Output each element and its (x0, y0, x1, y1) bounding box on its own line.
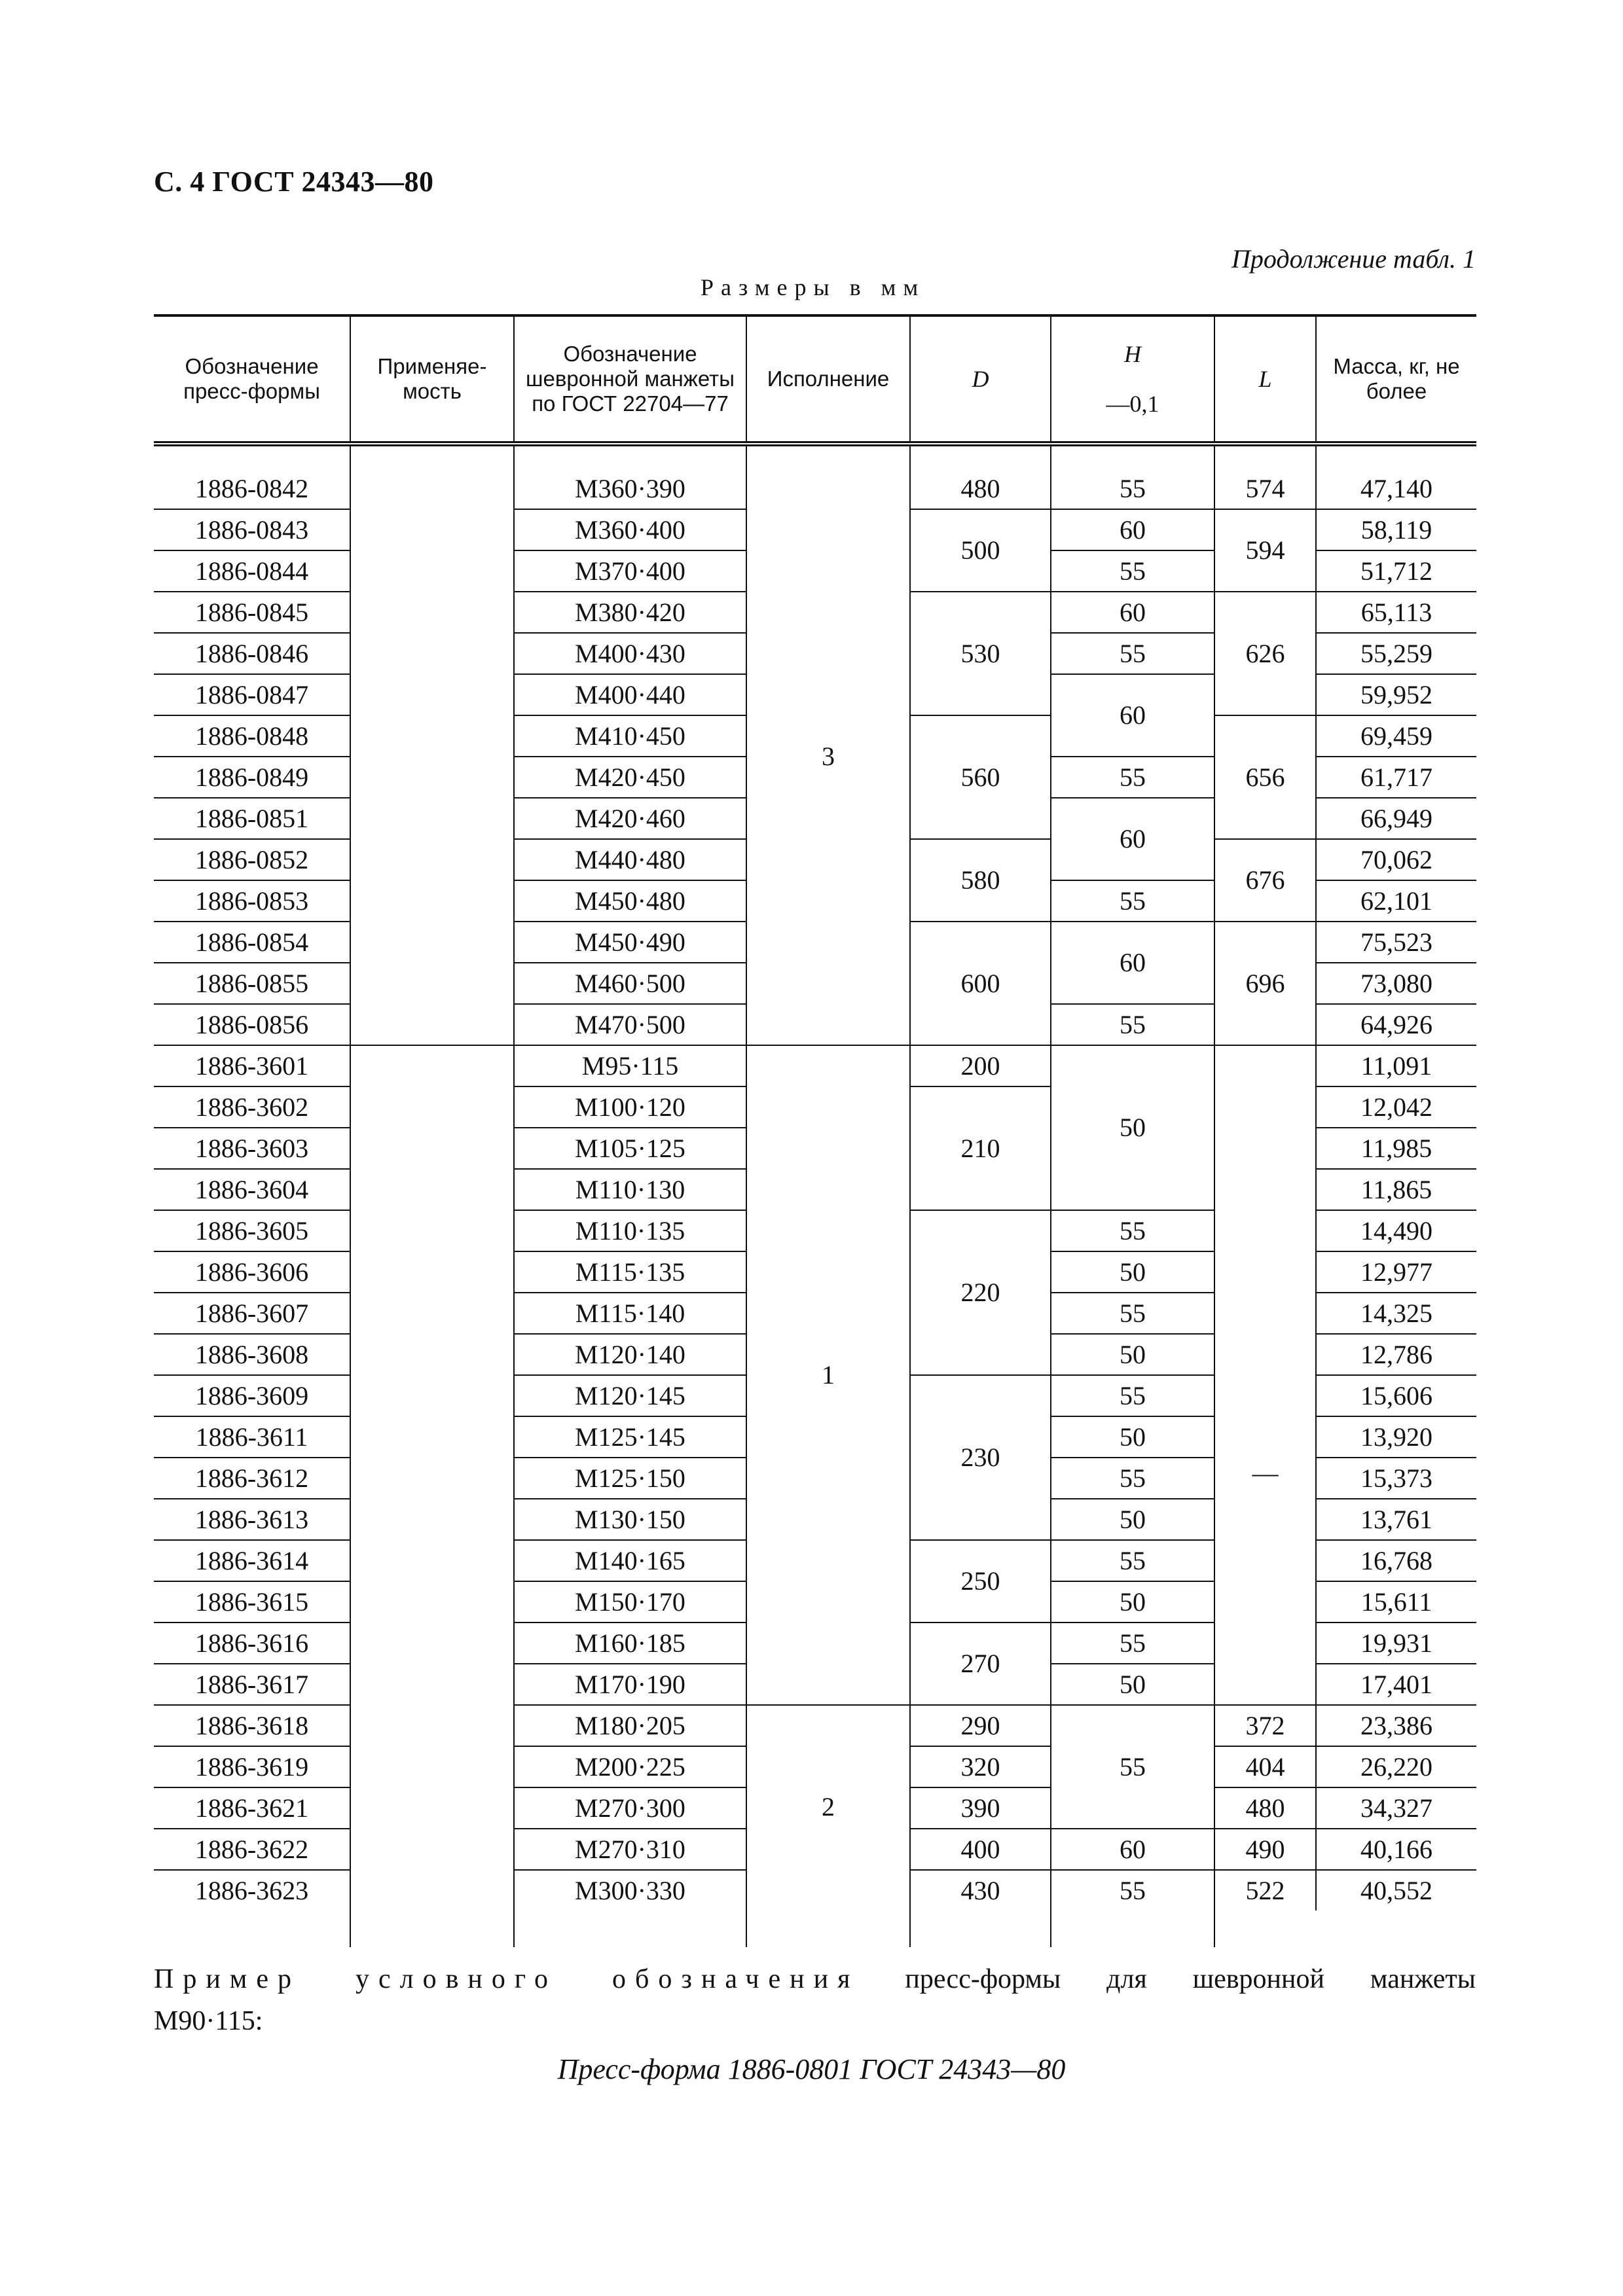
cell-cuff: М110·130 (514, 1169, 746, 1210)
table-row (154, 1045, 1476, 1086)
col-header-d: D (910, 315, 1051, 444)
cell-designation: 1886-3623 (154, 1870, 350, 1910)
example-formula: Пресс-форма 1886-0801 ГОСТ 24343—80 (557, 2053, 1066, 2085)
cell-mass: 69,459 (1316, 715, 1476, 757)
cell-mass: 61,717 (1316, 757, 1476, 798)
cell-d: 560 (910, 715, 1051, 839)
cell-designation: 1886-3614 (154, 1540, 350, 1581)
cell-designation: 1886-3618 (154, 1705, 350, 1746)
cell-mass: 70,062 (1316, 839, 1476, 880)
cell-cuff: М370·400 (514, 550, 746, 592)
cell-h: 55 (1051, 757, 1214, 798)
cell-l: 594 (1214, 509, 1316, 592)
col-header-designation: Обозначение пресс-формы (154, 315, 350, 444)
cell-cuff: М160·185 (514, 1623, 746, 1664)
cell-h: 55 (1051, 1004, 1214, 1045)
cell-cuff: М440·480 (514, 839, 746, 880)
cell-mass: 40,166 (1316, 1829, 1476, 1870)
cell-d: 400 (910, 1829, 1051, 1870)
cell-d: 290 (910, 1705, 1051, 1746)
cell-cuff: М270·300 (514, 1787, 746, 1829)
cell-h: 55 (1051, 633, 1214, 674)
cell-mass: 65,113 (1316, 592, 1476, 633)
cell-applicability (350, 1045, 514, 1910)
cell-cuff: М125·145 (514, 1416, 746, 1458)
table-continuation-label: Продолжение табл. 1 (1231, 244, 1476, 274)
cell-applicability (350, 469, 514, 1045)
cell-h: 55 (1051, 1458, 1214, 1499)
cell-designation: 1886-0845 (154, 592, 350, 633)
cell-d: 530 (910, 592, 1051, 715)
cell-designation: 1886-0848 (154, 715, 350, 757)
example-paragraph (154, 1964, 1476, 1995)
cell-l: — (1214, 1045, 1316, 1705)
cell-l: 676 (1214, 839, 1316, 922)
cell-cuff: М300·330 (514, 1870, 746, 1910)
cell-designation: 1886-3603 (154, 1128, 350, 1169)
cell-h: 55 (1051, 1210, 1214, 1251)
cell-h: 50 (1051, 1045, 1214, 1210)
cell-designation: 1886-0853 (154, 880, 350, 922)
cell-cuff: М420·460 (514, 798, 746, 839)
cell-mass: 19,931 (1316, 1623, 1476, 1664)
cell-designation: 1886-3611 (154, 1416, 350, 1458)
cell-h: 60 (1051, 1829, 1214, 1870)
cell-designation: 1886-0854 (154, 922, 350, 963)
dimensions-table (154, 314, 1476, 1947)
cell-d: 500 (910, 509, 1051, 592)
cell-mass: 17,401 (1316, 1664, 1476, 1705)
cell-mass: 58,119 (1316, 509, 1476, 550)
cell-h: 60 (1051, 922, 1214, 1004)
cell-mass: 12,042 (1316, 1086, 1476, 1128)
cell-h: 55 (1051, 1293, 1214, 1334)
cell-cuff: М100·120 (514, 1086, 746, 1128)
cell-cuff: М95·115 (514, 1045, 746, 1086)
cell-mass: 15,606 (1316, 1375, 1476, 1416)
cell-d: 600 (910, 922, 1051, 1045)
cell-designation: 1886-0842 (194, 473, 309, 503)
cell-mass: 64,926 (1316, 1004, 1476, 1045)
cell-d: 270 (910, 1623, 1051, 1705)
cell-d: 320 (910, 1746, 1051, 1787)
cell-mass: 12,786 (1316, 1334, 1476, 1375)
cell-designation: 1886-3612 (154, 1458, 350, 1499)
cell-mass: 34,327 (1316, 1787, 1476, 1829)
cell-h: 60 (1051, 592, 1214, 633)
cell-l: 696 (1214, 922, 1316, 1045)
cell-mass: 73,080 (1316, 963, 1476, 1004)
cell-d: 580 (910, 839, 1051, 922)
cell-designation: 1886-3602 (154, 1086, 350, 1128)
cell-designation: 1886-0856 (154, 1004, 350, 1045)
cell-cuff: М120·140 (514, 1334, 746, 1375)
cell-mass: 12,977 (1316, 1251, 1476, 1293)
cell-designation: 1886-3608 (154, 1334, 350, 1375)
example-cuff: М90·115: (154, 2006, 263, 2036)
cell-d: 200 (910, 1045, 1051, 1086)
col-header-mass: Масса, кг, не более (1316, 315, 1476, 444)
table-header-row (154, 315, 1476, 444)
cell-designation: 1886-0849 (154, 757, 350, 798)
cell-l: 404 (1214, 1746, 1316, 1787)
cell-l: 656 (1214, 715, 1316, 839)
cell-designation: 1886-0846 (154, 633, 350, 674)
cell-cuff: М120·145 (514, 1375, 746, 1416)
cell-designation: 1886-3615 (154, 1581, 350, 1623)
cell-cuff: М410·450 (514, 715, 746, 757)
cell-designation: 1886-3613 (154, 1499, 350, 1540)
cell-mass: 66,949 (1316, 798, 1476, 839)
cell-cuff: М450·480 (514, 880, 746, 922)
cell-cuff: М420·450 (514, 757, 746, 798)
cell-l: 490 (1214, 1829, 1316, 1870)
col-header-h (1051, 315, 1214, 444)
cell-cuff: М130·150 (514, 1499, 746, 1540)
col-header-l: L (1214, 315, 1316, 444)
cell-cuff: М170·190 (514, 1664, 746, 1705)
cell-h: 55 (1051, 1705, 1214, 1829)
cell-l: 480 (1214, 1787, 1316, 1829)
cell-h: 60 (1051, 674, 1214, 757)
cell-cuff: М110·135 (514, 1210, 746, 1251)
cell-mass: 62,101 (1316, 880, 1476, 922)
cell-mass: 51,712 (1316, 550, 1476, 592)
cell-designation: 1886-3604 (154, 1169, 350, 1210)
cell-cuff: М380·420 (514, 592, 746, 633)
cell-designation: 1886-0843 (154, 509, 350, 550)
cell-h: 55 (1051, 1375, 1214, 1416)
cell-h: 50 (1051, 1581, 1214, 1623)
cell-designation: 1886-0855 (154, 963, 350, 1004)
cell-h: 55 (1051, 1870, 1214, 1910)
cell-mass: 14,325 (1316, 1293, 1476, 1334)
cell-designation: 1886-3621 (154, 1787, 350, 1829)
cell-cuff: М125·150 (514, 1458, 746, 1499)
cell-d: 220 (910, 1210, 1051, 1375)
cell-h: 60 (1051, 798, 1214, 880)
cell-designation: 1886-3616 (154, 1623, 350, 1664)
col-header-cuff: Обозначение шевронной манжеты по ГОСТ 22704—77 (514, 315, 746, 444)
header-spacer-row (154, 444, 1476, 469)
cell-d: 230 (910, 1375, 1051, 1540)
example-rest: пресс-формы для шевронной манжеты (905, 1964, 1476, 1994)
cell-version: 2 (746, 1705, 910, 1947)
col-header-h-tolerance: —0,1 (1106, 391, 1159, 417)
cell-mass: 11,985 (1316, 1128, 1476, 1169)
cell-h: 50 (1051, 1251, 1214, 1293)
cell-mass: 11,865 (1316, 1169, 1476, 1210)
cell-h: 55 (1051, 550, 1214, 592)
cell-cuff: М470·500 (514, 1004, 746, 1045)
cell-h: 50 (1051, 1334, 1214, 1375)
cell-h: 50 (1051, 1416, 1214, 1458)
cell-mass: 15,373 (1316, 1458, 1476, 1499)
table-row (154, 469, 1476, 509)
example-lead: Пример условного обозначения (154, 1964, 860, 1994)
col-header-h-label: H (1124, 341, 1141, 367)
cell-cuff: М105·125 (514, 1128, 746, 1169)
cell-cuff: М150·170 (514, 1581, 746, 1623)
cell-designation: 1886-0847 (154, 674, 350, 715)
col-header-applicability: Применяе-мость (350, 315, 514, 444)
cell-designation: 1886-3605 (154, 1210, 350, 1251)
cell-d: 250 (910, 1540, 1051, 1623)
cell-cuff: М360·400 (514, 509, 746, 550)
cell-h: 50 (1051, 1664, 1214, 1705)
cell-h: 55 (1051, 1623, 1214, 1664)
cell-cuff: М115·135 (514, 1251, 746, 1293)
cell-h: 55 (1051, 1540, 1214, 1581)
cell-mass: 14,490 (1316, 1210, 1476, 1251)
cell-mass: 55,259 (1316, 633, 1476, 674)
cell-d: 390 (910, 1787, 1051, 1829)
units-caption: Размеры в мм (701, 274, 926, 300)
cell-designation: 1886-3607 (154, 1293, 350, 1334)
cell-mass: 26,220 (1316, 1746, 1476, 1787)
cell-version: 3 (746, 469, 910, 1045)
cell-cuff: М180·205 (514, 1705, 746, 1746)
cell-cuff: М460·500 (514, 963, 746, 1004)
cell-designation: 1886-0844 (154, 550, 350, 592)
cell-d: 430 (910, 1870, 1051, 1910)
cell-l: 626 (1214, 592, 1316, 715)
cell-mass: 13,920 (1316, 1416, 1476, 1458)
table-body (154, 444, 1476, 1947)
cell-cuff: М450·490 (514, 922, 746, 963)
cell-mass: 13,761 (1316, 1499, 1476, 1540)
cell-d: 210 (910, 1086, 1051, 1210)
cell-mass: 47,140 (1316, 469, 1476, 509)
cell-designation: 1886-3617 (154, 1664, 350, 1705)
col-header-version: Исполнение (746, 315, 910, 444)
cell-h: 60 (1051, 509, 1214, 550)
cell-mass: 11,091 (1316, 1045, 1476, 1086)
cell-designation: 1886-0852 (154, 839, 350, 880)
cell-l: 574 (1214, 469, 1316, 509)
cell-version: 1 (746, 1045, 910, 1705)
cell-cuff: М140·165 (514, 1540, 746, 1581)
cell-mass: 40,552 (1316, 1870, 1476, 1910)
cell-mass: 75,523 (1316, 922, 1476, 963)
page-header: С. 4 ГОСТ 24343—80 (154, 166, 434, 198)
cell-designation: 1886-0851 (154, 798, 350, 839)
cell-designation: 1886-3622 (154, 1829, 350, 1870)
cell-designation: 1886-3606 (154, 1251, 350, 1293)
cell-designation: 1886-3601 (154, 1045, 350, 1086)
cell-h: 50 (1051, 1499, 1214, 1540)
cell-cuff: М200·225 (514, 1746, 746, 1787)
cell-cuff: М115·140 (514, 1293, 746, 1334)
cell-h: 55 (1051, 880, 1214, 922)
cell-l: 372 (1214, 1705, 1316, 1746)
cell-mass: 59,952 (1316, 674, 1476, 715)
cell-d: 480 (910, 469, 1051, 509)
cell-designation: 1886-3609 (154, 1375, 350, 1416)
cell-l: 522 (1214, 1870, 1316, 1910)
cell-mass: 16,768 (1316, 1540, 1476, 1581)
cell-cuff: М360·390 (514, 469, 746, 509)
cell-designation: 1886-3619 (154, 1746, 350, 1787)
cell-mass: 15,611 (1316, 1581, 1476, 1623)
cell-cuff: М400·440 (514, 674, 746, 715)
cell-cuff: М270·310 (514, 1829, 746, 1870)
cell-cuff: М400·430 (514, 633, 746, 674)
cell-mass: 23,386 (1316, 1705, 1476, 1746)
cell-h: 55 (1051, 469, 1214, 509)
